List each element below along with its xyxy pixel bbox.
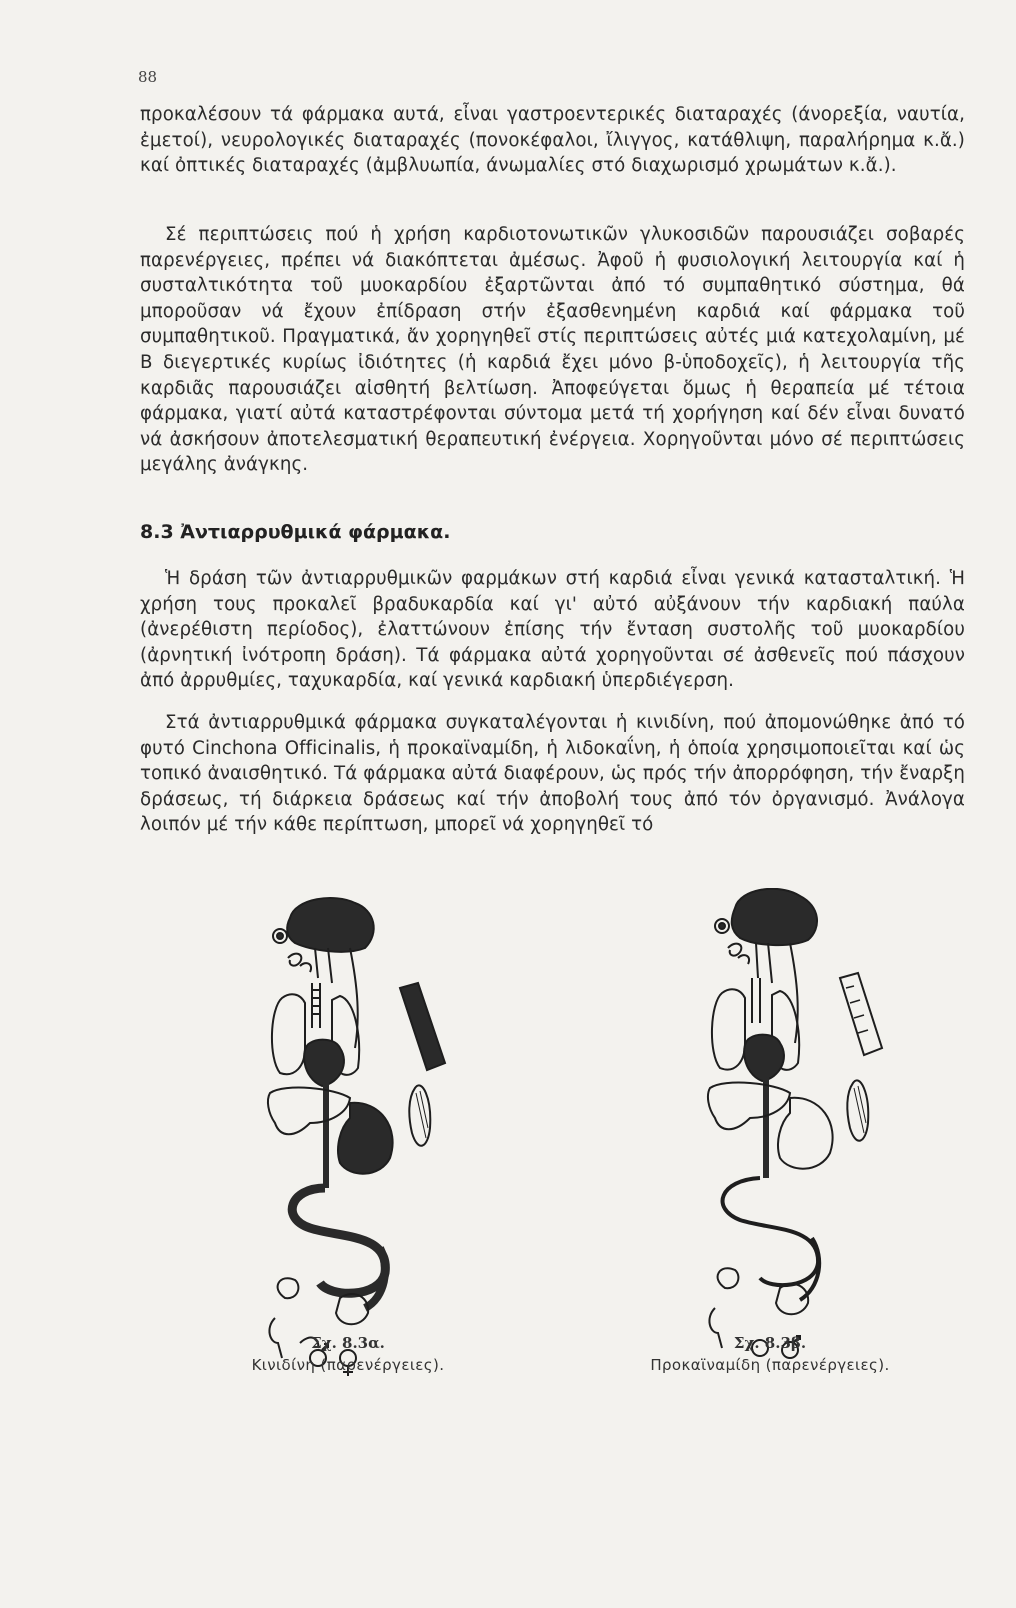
section-paragraph-1 <box>140 566 965 694</box>
brain-shape <box>732 889 817 945</box>
intestine-shape <box>292 1188 385 1293</box>
figure-caption-b <box>640 1334 900 1374</box>
paragraph-text: προκαλέσουν τά φάρμακα αυτά, εἶναι γαστροεντερικές διαταραχές (άνορεξία, ναυτία, ἐμετοί), νευρολογικές διαταραχές (πονοκέφαλοι, ἴλιγγος, κατάθλιψη, παραλήρημα κ.ἄ.) καί ὀπτικές διαταραχές (ἀμβλυωπία, άνωμαλίες στό διαχωρισμό χρωμάτων κ.ἄ.). <box>140 104 965 177</box>
intro-paragraph-1 <box>140 102 965 179</box>
bladder-shape <box>336 1294 368 1324</box>
stomach-shape <box>778 1098 833 1169</box>
lung-left <box>712 989 745 1069</box>
anatomy-diagram-a <box>240 888 500 1608</box>
stomach-shape <box>338 1103 393 1174</box>
figure-quinidine <box>240 888 500 1608</box>
caption-text: Προκαϊναμίδη (παρενέργειες). <box>650 1356 890 1374</box>
muscle-shape <box>847 1080 868 1140</box>
paragraph-text: Σέ περιπτώσεις πού ἡ χρήση καρδιοτονωτικῶν γλυκοσιδῶν παρουσιάζει σοβαρές παρενέργειες, πρέπει νά διακόπτεται ἀμέσως. Ἀφοῦ ἡ φυσιολογική λειτουργία καί ἡ συσταλτικότητα τοῦ μυοκαρδίου ἐξαρτῶνται ἀπό τό συμπαθητικό σύστημα, θά μποροῦσαν νά ἔχουν ἐπίδραση στήν ἐξασθενημένη καρδιά καί φάρμακα τοῦ συμπαθητικοῦ. Πραγματικά, ἄν χορηγηθεῖ στίς περιπτώσεις αὐτές μιά κατεχολαμίνη, μέ Β διεγερτικές κυρίως ἰδιότητες (ἡ καρδιά ἔχει μόνο β-ὑποδοχεῖς), ἡ λειτουργία τῆς καρδιᾶς παρουσιάζει αἰσθητή βελτίωση. Ἀποφεύγεται ὅμως ἡ θεραπεία μέ τέτοια φάρμακα, γιατί αὐτά καταστρέφονται σύντομα μετά τή χορήγηση καί δέν εἶναι δυνατό νά ἀσκήσουν ἀποτελεσματική θεραπευτική ἐνέργεια. Χορηγοῦνται μόνο σέ περιπτώσεις μεγάλης ἀνάγκης. <box>140 224 965 476</box>
brain-shape <box>287 898 374 952</box>
liver-shape <box>708 1083 790 1130</box>
lung-left <box>272 994 305 1074</box>
liver-shape <box>268 1088 350 1135</box>
section-paragraph-2 <box>140 710 965 838</box>
anatomy-diagram-b <box>640 888 920 1608</box>
muscle-shape <box>409 1085 430 1145</box>
intestine-shape <box>723 1178 819 1285</box>
section-heading: 8.3 Ἀντιαρρυθμικά φάρμακα. <box>140 521 451 543</box>
caption-label: Σχ. 8.3β. <box>733 1334 807 1352</box>
page-number: 88 <box>138 68 158 86</box>
figure-caption-a <box>228 1334 468 1374</box>
caption-text: Κινιδίνη (παρενέργειες). <box>251 1356 445 1374</box>
paragraph-text: Ἡ δράση τῶν ἀντιαρρυθμικῶν φαρμάκων στή καρδιά εἶναι γενικά κατασταλτική. Ἡ χρήση τους προκαλεῖ βραδυκαρδία καί γι' αὐτό αὐξάνουν τήν καρδιακή παύλα (ἀνερέθιστη περίοδος), ἐλαττώνουν ἐπίσης τήν ἔνταση συστολῆς τοῦ μυοκαρδίου (ἀρνητική ἰνότροπη δράση). Τά φάρμακα αὐτά χορηγοῦνται σέ ἀσθενεῖς πού πάσχουν ἀπό ἀρρυθμίες, ταχυκαρδία, καί γενικά καρδιακή ὑπερδιέγερση. <box>140 568 965 692</box>
paragraph-text: Στά ἀντιαρρυθμικά φάρμακα συγκαταλέγονται ἡ κινιδίνη, πού ἀπομονώθηκε ἀπό τό φυτό Cinchona Officinalis, ἡ προκαϊναμίδη, ἡ λιδοκαΐνη, ἡ ὁποία χρησιμοποιεῖται καί ὡς τοπικό ἀναισθητικό. Τά φάρμακα αὐτά διαφέρουν, ὡς πρός τήν ἀπορρόφηση, τήν ἔναρξη δράσεως, τή διάρκεια δράσεως καί τήν ἀποβολή τους ἀπό τόν ὀργανισμό. Ἀνάλογα λοιπόν μέ τήν κάθε περίπτωση, μπορεῖ νά χορηγηθεῖ τό <box>140 712 965 836</box>
intro-paragraph-2 <box>140 222 965 478</box>
caption-label: Σχ. 8.3α. <box>311 1334 385 1352</box>
drug-vial <box>400 983 445 1070</box>
spinal-cord <box>315 948 332 983</box>
figure-procainamide <box>640 888 920 1608</box>
drug-vial <box>840 973 882 1055</box>
